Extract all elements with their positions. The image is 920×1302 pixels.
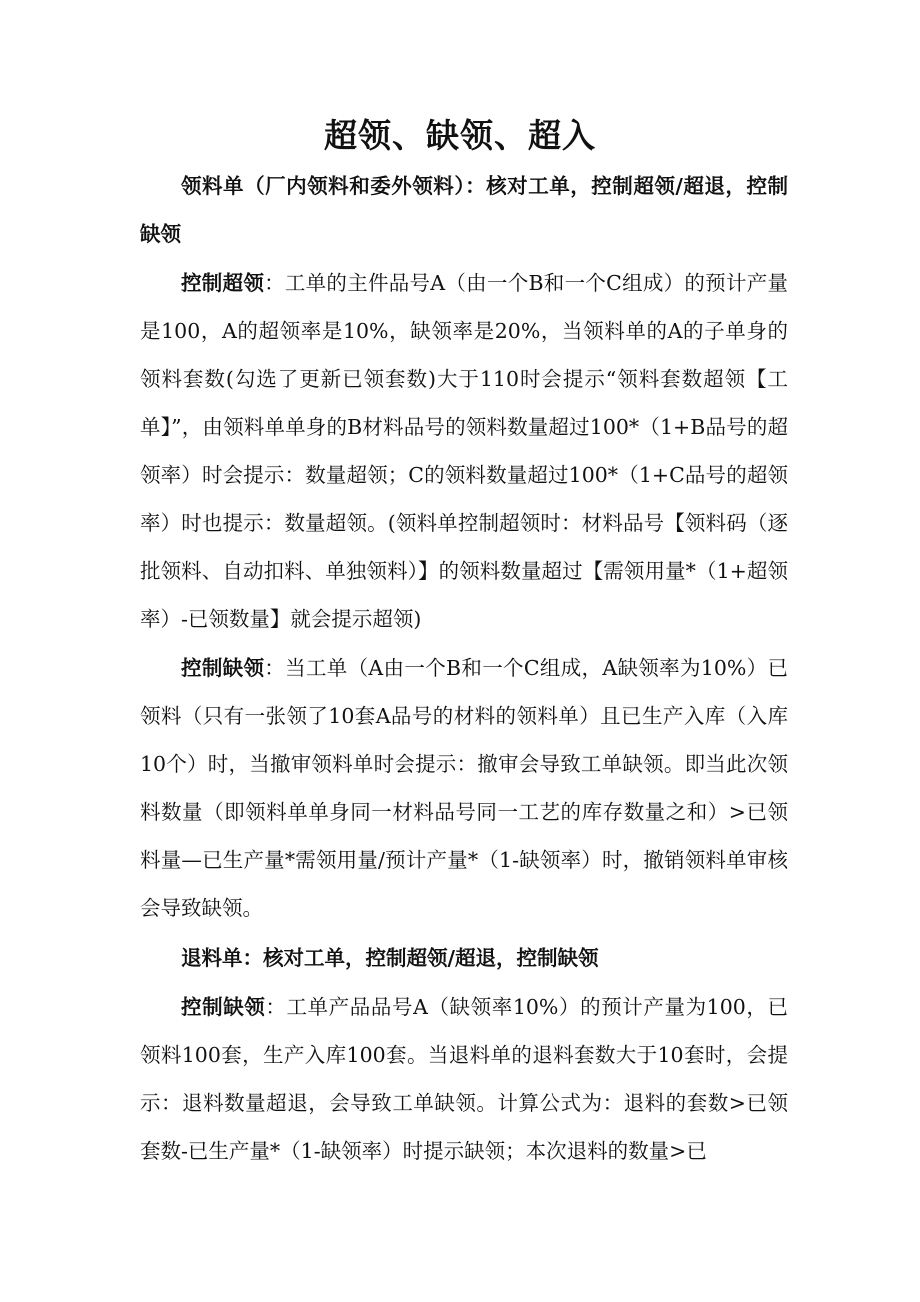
section-heading-picking-slip: 领料单（厂内领料和委外领料）：核对工单，控制超领/超退，控制缺领 bbox=[140, 174, 788, 246]
paragraph-lead: 控制超领 bbox=[181, 271, 265, 295]
paragraph-control-over-picking bbox=[140, 259, 788, 643]
document-body bbox=[140, 162, 788, 1175]
paragraph-return-control-short-picking bbox=[140, 983, 788, 1175]
paragraph-text: ：当工单（A由一个B和一个C组成，A缺领率为10%）已领料（只有一张领了10套A品号的材料的领料单）且已生产入库（入库10个）时，当撤审领料单时会提示：撤审会导致工单缺领。即当此次领料数量（即领料单单身同一材料品号同一工艺的库存数量之和）>已领料量—已生产量*需领用量/预计产量*（1-缺领率）时，撤销领料单审核会导致缺领。 bbox=[140, 656, 788, 920]
paragraph-lead: 控制缺领 bbox=[181, 656, 265, 680]
paragraph-text: ：工单的主件品号A（由一个B和一个C组成）的预计产量是100，A的超领率是10%，缺领率是20%，当领料单的A的子单身的领料套数(勾选了更新已领套数)大于110时会提示“领料套数超领【工单】”，由领料单单身的B材料品号的领料数量超过100*（1+B品号的超领率）时会提示：数量超领；C的领料数量超过100*（1+C品号的超领率）时也提示：数量超领。(领料单控制超领时：材料品号【领料码（逐批领料、自动扣料、单独领料）】的领料数量超过【需领用量*（1+超领率）-已领数量】就会提示超领) bbox=[140, 271, 789, 631]
paragraph-lead: 控制缺领 bbox=[181, 995, 266, 1019]
paragraph-control-short-picking bbox=[140, 644, 788, 932]
paragraph-text: ：工单产品品号A（缺领率10%）的预计产量为100，已领料100套，生产入库100套。当退料单的退料套数大于10套时，会提示：退料数量超退，会导致工单缺领。计算公式为：退料的套数>已领套数-已生产量*（1-缺领率）时提示缺领；本次退料的数量>已 bbox=[140, 995, 789, 1163]
document-title: 超领、缺领、超入 bbox=[324, 116, 596, 155]
section-heading-return-slip: 退料单：核对工单，控制超领/超退，控制缺领 bbox=[181, 946, 599, 970]
